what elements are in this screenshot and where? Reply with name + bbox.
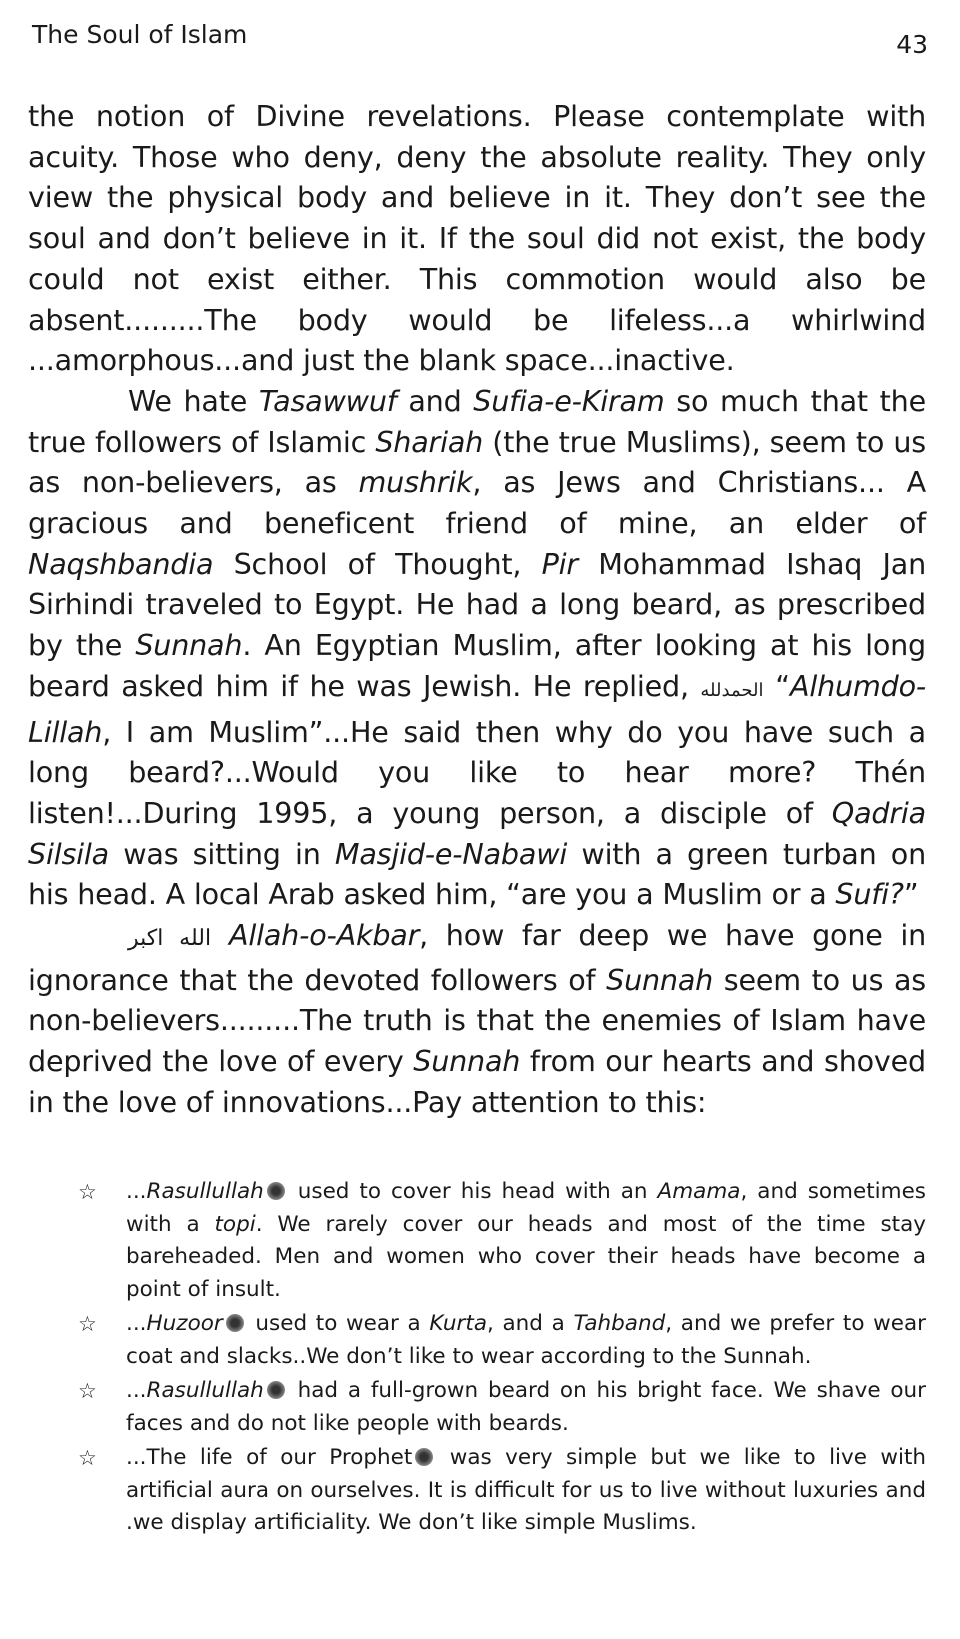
star-icon: ☆ [78,1180,97,1204]
arabic-allahu-akbar: الله اكبر [128,926,212,952]
bullet-list [78,1176,926,1542]
paragraph-1: the notion of Divine revelations. Please contemplate with acuity. Those who deny, deny the absolute reality. They only view the physical body and believe in it. They don’t see the soul and don’t believe in it. If the soul did not exist, the body could not exist either. This commotion would also be absent.........The body would be lifeless...a whirlwind ...amorphous...and just the blank space...inactive. [28,99,926,378]
running-title: The Soul of Islam [32,20,248,49]
page-header [32,20,928,60]
arabic-alhamdulillah: الحمدلله [700,679,764,701]
list-item: ☆ ...Rasullullah had a full-grown beard on his bright face. We shave our faces and do not like people with beards. [78,1375,926,1440]
saw-seal-icon [267,1182,285,1200]
star-icon: ☆ [78,1379,97,1403]
saw-seal-icon [226,1314,244,1332]
paragraph-2: We hate Tasawwuf and Sufia-e-Kiram so much that the true followers of Islamic Shariah (the true Muslims), seem to us as non-believers, as mushrik, as Jews and Christians... A gracious and beneficent friend of mine, an elder of Naqshbandia School of Thought, Pir Mohammad Ishaq Jan Sirhindi traveled to Egypt. He had a long beard, as prescribed by the Sunnah. An Egyptian Muslim, after looking at his long beard asked him if he was Jewish. He replied, الحمدلله “Alhumdo-Lillah, I am Muslim”...He said then why do you have such a long beard?...Would you like to hear more? Thén listen!...During 1995, a young person, a disciple of Qadria Silsila was sitting in Masjid-e-Nabawi with a green turban on his head. A local Arab asked him, “are you a Muslim or a Sufi?” [28,383,926,912]
body-text [28,96,926,1123]
list-item: ☆ ...Rasullullah used to cover his head with an Amama, and sometimes with a topi. We rarely cover our heads and most of the time stay bareheaded. Men and women who cover their heads have become a point of insult. [78,1176,926,1306]
page-number: 43 [896,30,928,59]
saw-seal-icon [415,1448,433,1466]
star-icon: ☆ [78,1312,97,1336]
saw-seal-icon [267,1381,285,1399]
star-icon: ☆ [78,1446,97,1470]
paragraph-3: الله اكبر Allah-o-Akbar, how far deep we have gone in ignorance that the devoted followers of Sunnah seem to us as non-believers.........The truth is that the enemies of Islam have deprived the love of every Sunnah from our hearts and shoved in the love of innovations...Pay attention to this: [28,918,927,1119]
list-item: ☆ ...The life of our Prophet was very simple but we like to live with artificial aura on ourselves. It is difficult for us to live without luxuries and .we display artificiality. We don’t like simple Muslims. [78,1442,926,1540]
list-item: ☆ ...Huzoor used to wear a Kurta, and a Tahband, and we prefer to wear coat and slacks..We don’t like to wear according to the Sunnah. [78,1308,926,1373]
